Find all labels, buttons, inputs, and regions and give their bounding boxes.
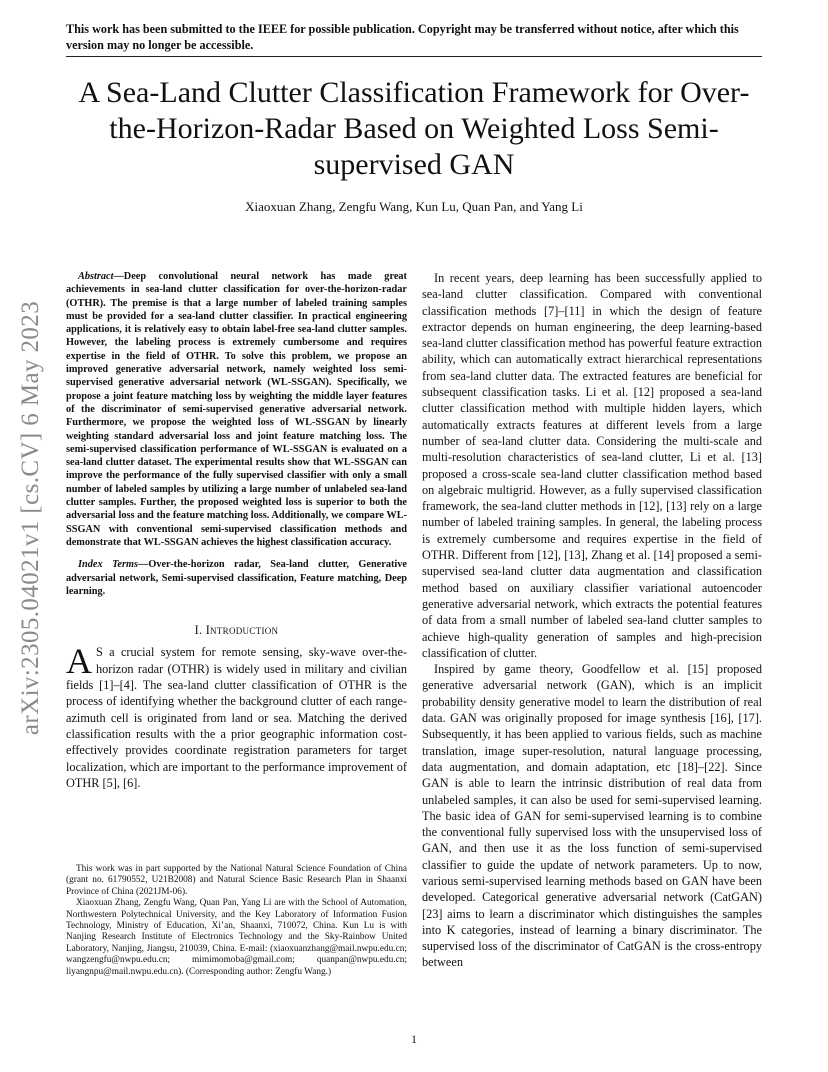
author-list: Xiaoxuan Zhang, Zengfu Wang, Kun Lu, Quan Pan, and Yang Li [245, 199, 583, 214]
arxiv-stamp[interactable]: arXiv:2305.04021v1 [cs.CV] 6 May 2023 [17, 300, 45, 736]
paper-title: A Sea-Land Clutter Classification Framework for Over-the-Horizon-Radar Based on Weighted Loss Semi-supervised GAN [78, 76, 750, 181]
body-paragraph: Inspired by game theory, Goodfellow et al. [15] proposed generative adversarial network (GAN), which is an implicit probability density generative model to learn the distribution of real data. GAN was originally proposed for image synthesis [16], [17]. Subsequently, it has been applied to various fields, such as machine translation, image super-resolution, natural language processing, data augmentation, and domain adaptation, etc [18]–[22]. Since GAN is able to learn the intrinsic distribution of real data from unlabeled samples, it can also be used for semi-supervised learning. The basic idea of GAN for semi-supervised learning is to combine the conventional fully supervised loss with the unsupervised loss of GAN, and then use it as the loss function of semi-supervised classifier to guide the update of network parameters. Up to now, various semi-supervised learning methods based on GAN have been developed. Categorical generative adversarial network (CatGAN) [23] aims to learn a discriminator which distinguishes the samples into K categories, instead of learning a binary discriminator. The supervised loss of the discriminator of CatGAN is the cross-entropy between [422, 662, 762, 970]
left-column [66, 270, 407, 791]
page-number: 1 [411, 1032, 417, 1046]
intro-text: S a crucial system for remote sensing, sky-wave over-the-horizon radar (OTHR) is widely used in military and civilian fields [1]–[4]. The sea-land clutter classification of OTHR is the process of identifying whether the background clutter of each range-azimuth cell is originated from land or sea. Matching the derived classification results with the a prior geographic information cost-effectively provides coordinate registration parameters for target localization, which are important to the performance improvement of OTHR [5], [6]. [66, 645, 407, 790]
dropcap: A [66, 641, 92, 682]
footnotes [66, 864, 407, 978]
abstract-text: —Deep convolutional neural network has made great achievements in sea-land clutter classification for over-the-horizon-radar (OTHR). The premise is that a large number of labeled training samples must be provided for a sea-land clutter classifier. In practical engineering applications, it is relatively easy to obtain label-free sea-land clutter samples. However, the labeling process is extremely cumbersome and requires expertise in the field of OTHR. To solve this problem, we propose an improved generative adversarial network, namely weighted loss semi-supervised generative adversarial network (WL-SSGAN). Specifically, we propose a joint feature matching loss by weighting the middle layer features of the discriminator of semi-supervised generative adversarial network. Furthermore, we propose the weighted loss of WL-SSGAN by linearly weighting standard adversarial loss and joint feature matching loss. The semi-supervised classification performance of WL-SSGAN is evaluated on a sea-land clutter dataset. The experimental results show that WL-SSGAN can improve the performance of the fully supervised classifier with only a small number of labeled samples by utilizing a large number of unlabeled sea-land clutter samples. Further, the proposed weighted loss is superior to both the adversarial loss and the feature matching loss. Additionally, we compare WL-SSGAN with conventional semi-supervised classification methods and demonstrate that WL-SSGAN achieves the highest classification accuracy. [66, 271, 407, 548]
header-rule [66, 56, 762, 57]
abstract [66, 270, 407, 549]
right-column [422, 270, 762, 971]
arxiv-stamp-container [10, 283, 52, 753]
index-terms-lead: Index Terms [78, 559, 139, 571]
section-heading-introduction: I. Introduction [194, 623, 279, 638]
footnote-funding: This work was in part supported by the National Natural Science Foundation of China (grant no. 61790552, U21B2008) and Natural Science Basic Research Plan in Shaanxi Province of China (2021JM-06). [66, 864, 407, 897]
index-terms-text: —Over-the-horizon radar, Sea-land clutter, Generative adversarial network, Semi-supervised classification, Feature matching, Deep learning. [66, 559, 407, 597]
copyright-notice: This work has been submitted to the IEEE for possible publication. Copyright may be transferred without notice, after which this version may no longer be accessible. [66, 22, 739, 52]
footnote-affiliations: Xiaoxuan Zhang, Zengfu Wang, Quan Pan, Yang Li are with the School of Automation, Northwestern Polytechnical University, and the Key Laboratory of Information Fusion Technology, Ministry of Education, Xi’an, Shaanxi, 710072, China. Kun Lu is with Nanjing Research Institute of Electronics Technology and the Sky-Rainbow United Laboratory, Nanjing, Jiangsu, 210039, China. E-mail: (xiaoxuanzhang@mail.nwpu.edu.cn; wangzengfu@nwpu.edu.cn; mimimomoba@gmail.com; quanpan@nwpu.edu.cn; liyangnpu@mail.nwpu.edu.cn). (Corresponding author: Zengfu Wang.) [66, 898, 407, 977]
intro-paragraph [66, 641, 407, 791]
abstract-lead: Abstract [78, 271, 114, 282]
index-terms [66, 558, 407, 598]
body-paragraph: In recent years, deep learning has been successfully applied to sea-land clutter classification. Compared with conventional classification methods [7]–[11] in which the design of feature extractor depends on human engineering, the deep learning-based sea-land clutter classification method has powerful feature extraction ability, which can automatically extract hierarchical representations from sea-land clutter data. The extracted features are beneficial for subsequent classification tasks. Li et al. [12] proposed a sea-land clutter classification method with multiple hidden layers, which automatically extracts features at different levels from a large number of sea-land clutter data. Considering the multi-scale and multi-resolution characteristics of sea-land clutter, Li et al. [13] proposed a cross-scale sea-land clutter classification method based on algebraic multigrid. However, as a fully supervised classification framework, the sea-land clutter methods in [12], [13] rely on a large number of labeled training samples. In general, the labeling process is extremely cumbersome and requires expertise in the field of OTHR. Different from [12], [13], Zhang et al. [14] proposed a semi-supervised sea-land clutter data augmentation and classification method based on auxiliary classifier variational autoencoder generative adversarial network, which extracts the potential features of data from a small number of labeled sea-land clutter samples to achieve high-quality generation of samples and high-precision classification of clutter. [422, 271, 762, 660]
